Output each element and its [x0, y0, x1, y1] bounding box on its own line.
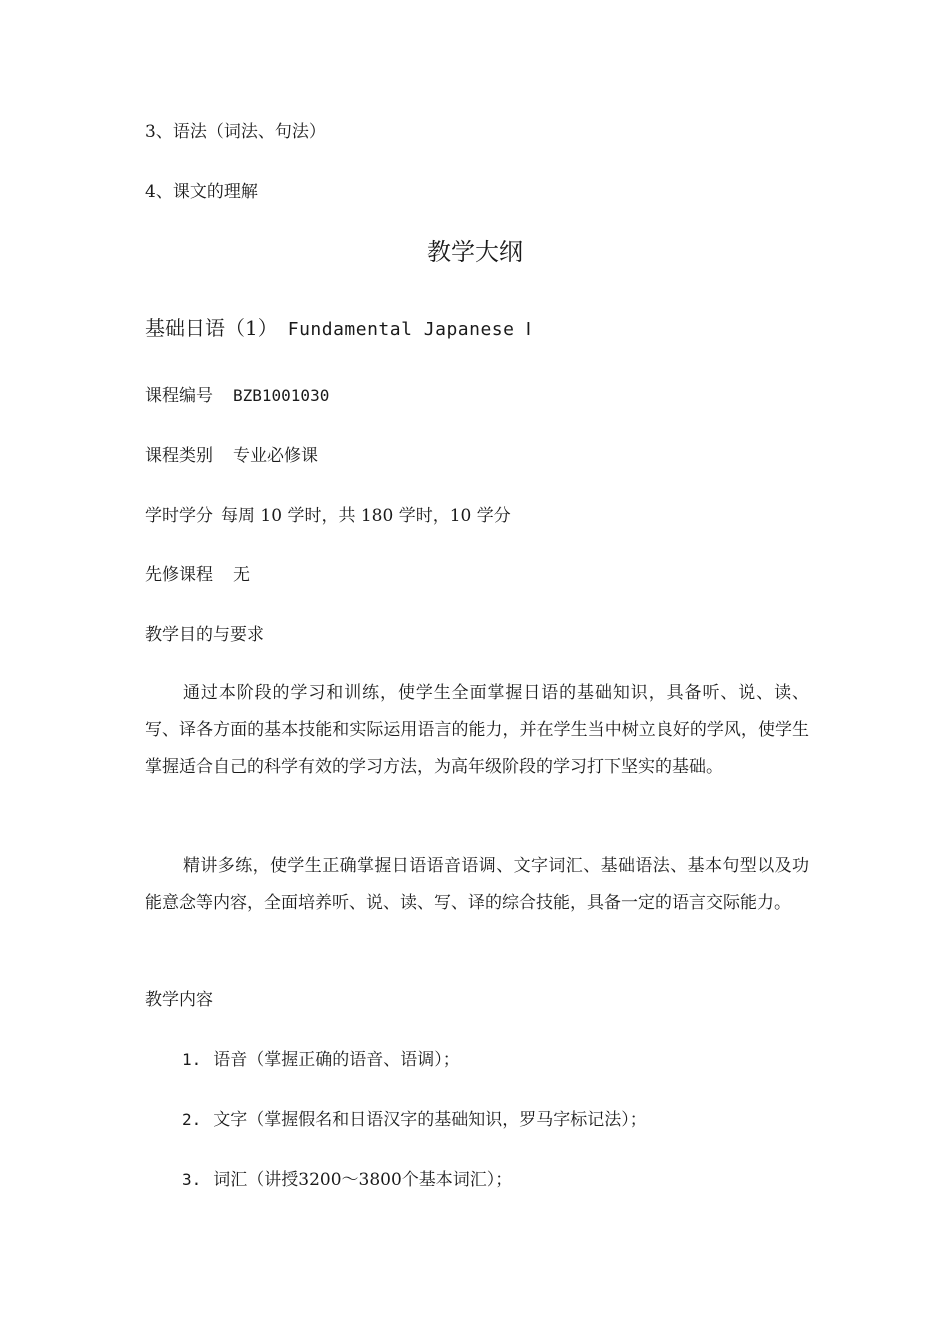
page-title: 教学大纲 [427, 238, 523, 266]
prerequisites-label: 先修课程 [145, 565, 213, 585]
section-item-grammar: 3、语法（词法、句法） [145, 122, 326, 142]
course-title [145, 314, 532, 344]
hours-credits-label: 学时学分 [145, 506, 213, 526]
goals-paragraph: 精讲多练，使学生正确掌握日语语音语调、文字词汇、基础语法、基本句型以及功能意念等内容，全面培养听、说、读、写、译的综合技能，具备一定的语言交际能力。 [145, 856, 809, 913]
content-heading: 教学内容 [145, 990, 213, 1010]
course-code-label: 课程编号 [145, 386, 213, 406]
list-item-text: 词汇（讲授3200～3800个基本词汇）； [213, 1170, 513, 1190]
course-name-en: Fundamental Japanese Ⅰ [287, 319, 532, 340]
prerequisites-value: 无 [233, 565, 250, 585]
list-item-number: 3. [182, 1170, 202, 1189]
goals-heading: 教学目的与要求 [145, 625, 264, 645]
section-item-text-comprehension: 4、课文的理解 [145, 182, 258, 202]
course-type-label: 课程类别 [145, 446, 213, 466]
list-item-number: 1. [182, 1050, 202, 1069]
list-item-number: 2. [182, 1110, 202, 1129]
list-item-text: 语音（掌握正确的语音、语调）； [213, 1050, 460, 1070]
list-item [182, 1048, 460, 1072]
field-prerequisites [145, 563, 250, 587]
list-item [182, 1168, 512, 1192]
field-course-code [145, 384, 329, 408]
course-type-value: 专业必修课 [233, 446, 318, 466]
course-name-cn: 基础日语（1） [145, 316, 278, 340]
goals-paragraph: 通过本阶段的学习和训练，使学生全面掌握日语的基础知识，具备听、说、读、写、译各方面的基本技能和实际运用语言的能力，并在学生当中树立良好的学风，使学生掌握适合自己的科学有效的学习方法，为高年级阶段的学习打下坚实的基础。 [145, 683, 809, 777]
field-hours-credits [145, 504, 511, 528]
course-code-value: BZB1001030 [233, 386, 330, 405]
field-course-type [145, 444, 318, 468]
list-item-text: 文字（掌握假名和日语汉字的基础知识，罗马字标记法）； [213, 1110, 647, 1130]
list-item [182, 1108, 647, 1132]
hours-credits-value: 每周 10 学时，共 180 学时，10 学分 [221, 506, 511, 526]
